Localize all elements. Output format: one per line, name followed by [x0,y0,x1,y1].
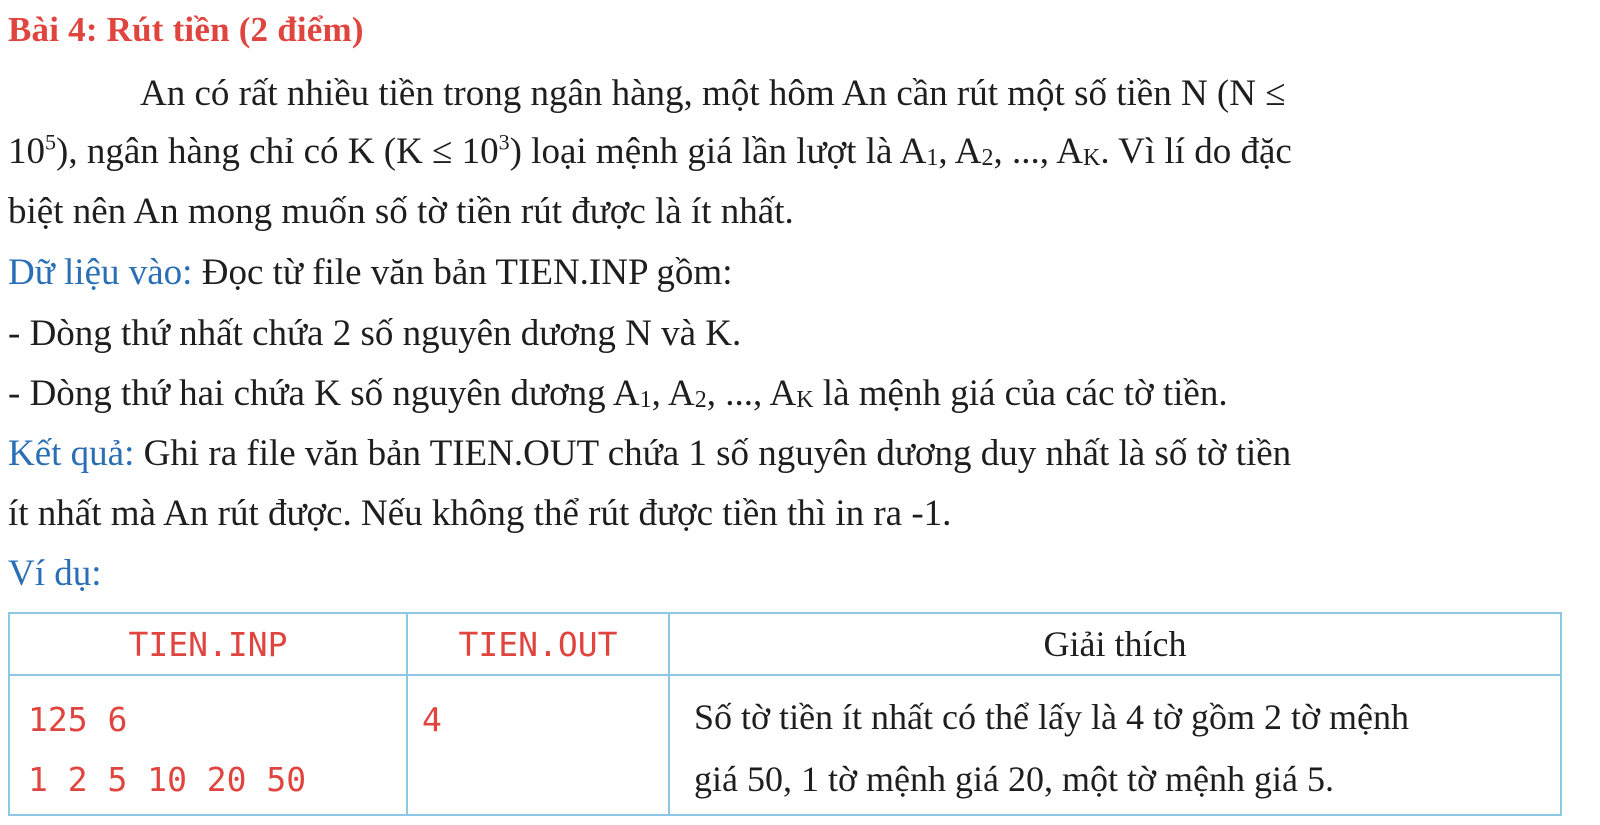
subscript: K [796,387,814,413]
input-text: Đọc từ file văn bản TIEN.INP gồm: [192,252,733,293]
statement-text: ) loại mệnh giá lần lượt là A [509,131,927,172]
input-text: là mệnh giá của các tờ tiền. [813,373,1228,414]
superscript: 3 [498,129,510,155]
header-output-file: TIEN.OUT [407,613,669,675]
output-text: Ghi ra file văn bản TIEN.OUT chứa 1 số nguyên dương duy nhất là số tờ tiền [134,433,1292,474]
subscript: 1 [639,387,652,413]
header-input-file: TIEN.INP [9,613,407,675]
example-table [8,612,1562,816]
input-cell-line: 1 2 5 10 20 50 [28,760,307,799]
input-label: Dữ liệu vào: [8,252,193,293]
statement-text: , ..., A [993,131,1083,172]
input-cell [9,675,407,815]
superscript: 5 [45,129,56,155]
subscript: 2 [694,387,707,413]
table-row [9,675,1561,815]
input-line-1: - Dòng thứ nhất chứa 2 số nguyên dương N và K. [8,313,742,354]
statement-text: , A [938,131,982,172]
subscript: K [1082,145,1101,171]
problem-title: Bài 4: Rút tiền (2 điểm) [8,10,364,49]
output-label: Kết quả: [8,433,135,474]
input-text: , ..., A [706,373,797,414]
statement-text: ), ngân hàng chỉ có K (K ≤ 10 [56,131,499,172]
output-cell [407,675,669,815]
input-description [8,251,732,295]
subscript: 1 [926,145,939,171]
statement-text: 10 [8,131,45,172]
statement-line-2 [8,130,1292,174]
input-text: , A [651,373,695,414]
input-cell-line: 125 6 [28,700,128,739]
example-label: Ví dụ: [8,553,102,594]
output-line-2: ít nhất mà An rút được. Nếu không thể rút được tiền thì in ra -1. [8,493,952,534]
statement-line-3: biệt nên An mong muốn số tờ tiền rút được là ít nhất. [8,191,794,232]
statement-text: . Vì lí do đặc [1100,131,1292,172]
statement-text: An có rất nhiều tiền trong ngân hàng, một hôm An cần rút một số tiền N (N ≤ [140,73,1286,114]
input-text: - Dòng thứ hai chứa K số nguyên dương A [8,373,640,414]
explanation-line: giá 50, 1 tờ mệnh giá 20, một tờ mệnh giá 5. [694,759,1334,799]
explanation-cell [669,675,1561,815]
output-description [8,432,1291,476]
input-line-2 [8,372,1228,416]
table-header-row [9,613,1561,675]
explanation-line: Số tờ tiền ít nhất có thể lấy là 4 tờ gồm 2 tờ mệnh [694,697,1410,737]
header-explanation: Giải thích [669,613,1561,675]
statement-line-1 [140,72,1286,116]
output-cell-value: 4 [422,700,442,739]
subscript: 2 [981,145,994,171]
